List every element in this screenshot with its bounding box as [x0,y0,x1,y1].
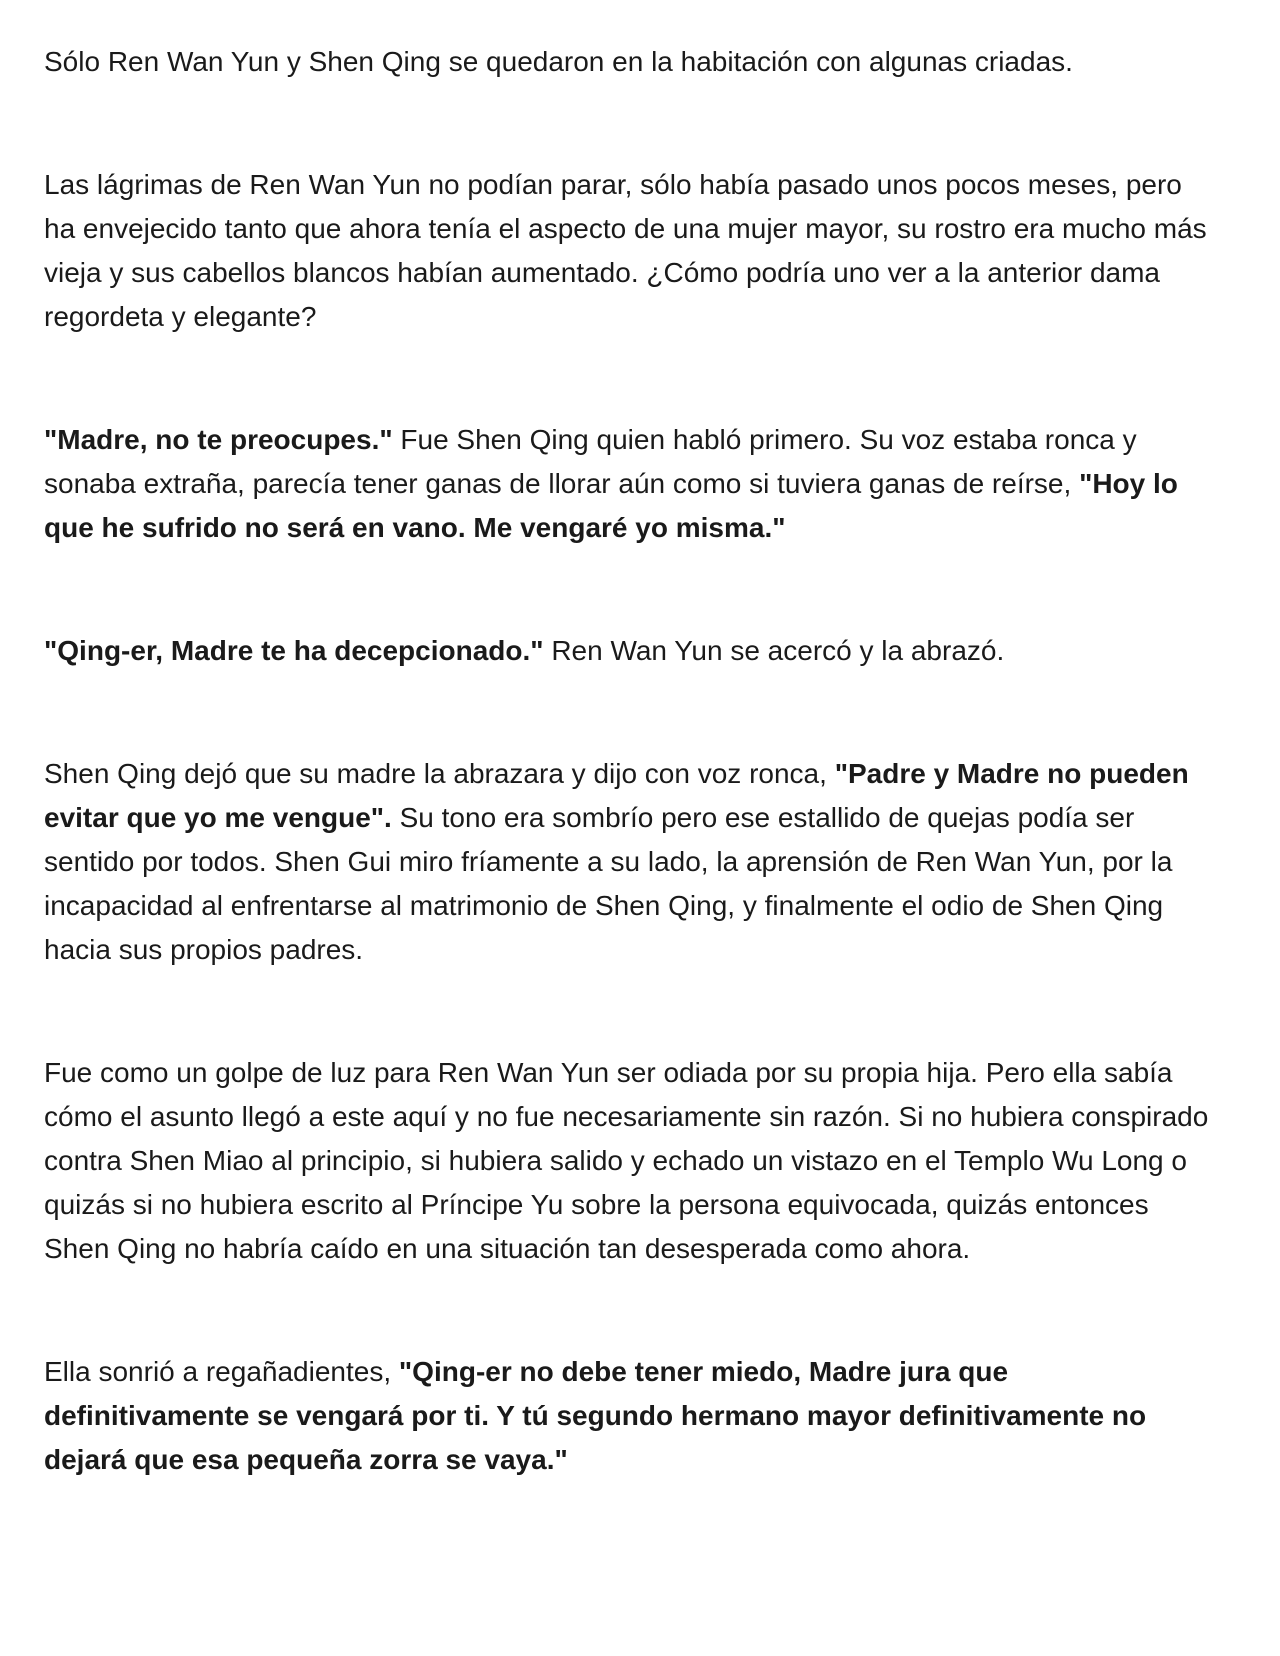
paragraph-5-quote: "Padre y Madre no pueden evitar que yo me vengue". [44,758,1189,833]
paragraph-5-narration-1: Shen Qing dejó que su madre la abrazara y dijo con voz ronca, [44,758,835,789]
paragraph-6-text: Fue como un golpe de luz para Ren Wan Yun ser odiada por su propia hija. Pero ella sabía cómo el asunto llegó a este aquí y no fue necesariamente sin razón. Si no hubiera conspirado contra Shen Miao al principio, si hubiera salido y echado un vistazo en el Templo Wu Long o quizás si no hubiera escrito al Príncipe Yu sobre la persona equivocada, quizás entonces Shen Qing no habría caído en una situación tan desesperada como ahora. [44,1057,1209,1264]
paragraph-3-quote-2: "Hoy lo que he sufrido no será en vano. Me vengaré yo misma." [44,468,1178,543]
paragraph-3 [44,418,1220,550]
paragraph-7-narration: Ella sonrió a regañadientes, [44,1356,399,1387]
paragraph-7 [44,1350,1220,1482]
paragraph-1-text: Sólo Ren Wan Yun y Shen Qing se quedaron en la habitación con algunas criadas. [44,46,1073,77]
paragraph-4 [44,629,1220,673]
paragraph-2 [44,163,1220,339]
paragraph-2-text: Las lágrimas de Ren Wan Yun no podían parar, sólo había pasado unos pocos meses, pero ha envejecido tanto que ahora tenía el aspecto de una mujer mayor, su rostro era mucho más vieja y sus cabellos blancos habían aumentado. ¿Cómo podría uno ver a la anterior dama regordeta y elegante? [44,169,1207,332]
paragraph-6 [44,1051,1220,1271]
paragraph-5 [44,752,1220,972]
paragraph-1 [44,40,1220,84]
paragraph-5-narration-2: Su tono era sombrío pero ese estallido de quejas podía ser sentido por todos. Shen Gui miro fríamente a su lado, la aprensión de Ren Wan Yun, por la incapacidad al enfrentarse al matrimonio de Shen Qing, y finalmente el odio de Shen Qing hacia sus propios padres. [44,802,1173,965]
paragraph-3-narration: Fue Shen Qing quien habló primero. Su voz estaba ronca y sonaba extraña, parecía tener ganas de llorar aún como si tuviera ganas de reírse, [44,424,1137,499]
paragraph-7-quote: "Qing-er no debe tener miedo, Madre jura que definitivamente se vengará por ti. Y tú segundo hermano mayor definitivamente no dejará que esa pequeña zorra se vaya." [44,1356,1147,1475]
paragraph-4-narration: Ren Wan Yun se acercó y la abrazó. [543,635,1005,666]
paragraph-3-quote-1: "Madre, no te preocupes." [44,424,393,455]
paragraph-4-quote: "Qing-er, Madre te ha decepcionado." [44,635,544,666]
